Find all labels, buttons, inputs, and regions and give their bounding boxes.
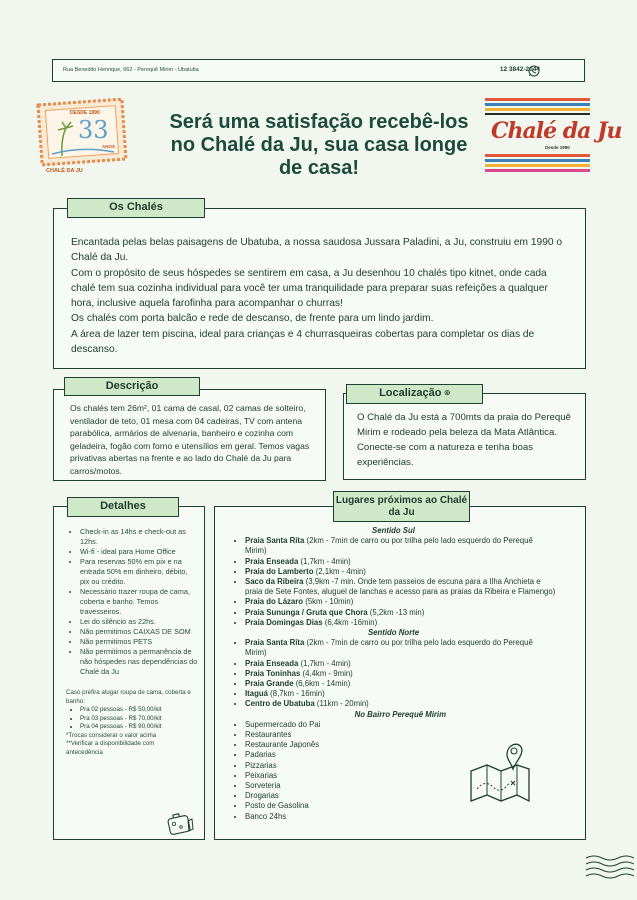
descricao-text: Os chalés tem 26m², 01 cama de casal, 02 camas de solteiro, ventilador de teto, 01 mesa com 04 cadeiras, TV com antena parabólica, armários de alvenaria, banheiro e cozinha com geladeira, fogão com forno e utensílios em geral. Temos vagas privativas abertas na frente e ao lado do Chalé da Ju para carros/motos. <box>70 403 310 476</box>
localizacao-section <box>343 393 586 480</box>
list-item <box>245 597 556 607</box>
list-item: • Não permitimos PETS <box>80 637 198 647</box>
sul-list <box>231 536 556 628</box>
list-item <box>245 638 556 658</box>
address-text: Rua Benedito Henrique, 662 - Perequê Mirim - Ubatuba <box>63 67 199 73</box>
brand-logo <box>485 98 622 176</box>
list-item <box>245 608 556 618</box>
list-item: • Restaurantes <box>245 730 556 740</box>
place-desc: (6,4km -16min) <box>322 617 378 627</box>
place-desc: (4,4km - 9min) <box>300 668 353 678</box>
place-name: Praia do Lázaro <box>245 597 304 607</box>
localizacao-title-text: Localização <box>379 387 442 399</box>
stamp-logo <box>34 98 134 178</box>
list-item: • Sorveteria <box>245 781 556 791</box>
place-desc: (3,9km -7 min. Onde tem passeios de escuna para a Ilha Anchieta e praia de Sete Fontes, aluguel de lanchas e acesso para as praias da Ribeira e Flamengo) <box>245 577 556 597</box>
list-item: • Drogarias <box>245 791 556 801</box>
place-name: Saco da Ribeira <box>245 577 304 587</box>
place-name: Praia Santa Rita <box>245 536 305 546</box>
stamp-anos: ANOS <box>102 144 116 149</box>
list-item: • Pra 03 pessoas - R$ 70,00/kit <box>80 715 198 724</box>
note-2: **Verificar a disponibilidade com antecedência <box>66 740 155 756</box>
note-1: *Trocas considerar o valor acima <box>66 731 157 739</box>
list-item <box>245 689 556 699</box>
rental-intro: Caso prefira alugar roupa de cama, coberta e banho: <box>66 689 191 705</box>
map-icon <box>467 729 535 805</box>
descricao-title: Descrição <box>64 377 200 396</box>
list-item <box>245 536 556 556</box>
list-item: • Lei do silêncio as 22hs. <box>80 617 198 627</box>
whatsapp-icon[interactable] <box>528 65 540 77</box>
detalhes-content <box>66 527 198 757</box>
chales-section <box>53 208 586 369</box>
lugares-section <box>214 506 586 840</box>
list-item <box>245 567 556 577</box>
list-item: • Não permitimos a permanência de não hóspedes nas dependências do Chalé da Ju <box>80 647 198 677</box>
place-desc: (2km - 7min de carro ou por trilha pelo lado esquerdo do Perequê Mirim) <box>245 536 533 556</box>
list-item: • Pizzarias <box>245 761 556 771</box>
place-desc: (2,1km - 4min) <box>313 566 366 576</box>
stamp-number: 33 <box>78 116 109 144</box>
list-item <box>245 659 556 669</box>
place-name: Praia Enseada <box>245 658 299 668</box>
list-item <box>245 557 556 567</box>
lugares-title: Lugares próximos ao Chalé da Ju <box>333 491 470 522</box>
page-headline: Será uma satisfação recebê-los no Chalé da Ju, sua casa longe de casa! <box>169 111 469 179</box>
luggage-icon <box>166 809 196 837</box>
place-name: Praia Enseada <box>245 556 299 566</box>
chales-p2: Com o propósito de seus hóspedes se sentirem em casa, a Ju desenhou 10 chalés tipo kitnet, onde cada chalé tem sua cozinha individual para você ter uma tranquilidade para preparar suas refeições a qualquer hora, inclusive aquela farofinha para acompanhar o churras! <box>71 267 548 310</box>
list-item: • Peixarias <box>245 771 556 781</box>
rental-list <box>66 706 198 732</box>
list-item: • Restaurante Japonês <box>245 740 556 750</box>
brand-name: Chalé da Ju <box>491 118 622 144</box>
list-item <box>245 699 556 709</box>
place-desc: (1,7km - 4min) <box>298 556 351 566</box>
map-pin-icon: ⌾ <box>444 388 450 398</box>
place-desc: (11km - 20min) <box>314 699 369 709</box>
chales-p3: Os chalés com porta balcão e rede de descanso, de frente para um lindo jardim. <box>71 313 434 325</box>
list-item: • Padarias <box>245 750 556 760</box>
phone-number[interactable]: 12 3842-2044 <box>499 66 540 73</box>
brand-since: Desde 1990 <box>545 145 570 150</box>
localizacao-title <box>346 384 483 404</box>
place-desc: (2km - 7min de carro ou por trilha pelo lado esquerdo do Perequê Mirim) <box>245 638 533 658</box>
detalhes-title: Detalhes <box>67 497 179 517</box>
descricao-section <box>53 389 326 481</box>
chales-content <box>71 235 571 357</box>
localizacao-text: O Chalé da Ju está a 700mts da praia do Perequê Mirim e rodeado pela beleza da Mata Atlântica. Conecte-se com a natureza e tenha boas experiências. <box>357 412 571 468</box>
chales-p1: Encantada pelas belas paisagens de Ubatuba, a nossa saudosa Jussara Paladini, a Ju, construiu em 1990 o Chalé da Ju. <box>71 237 563 264</box>
list-item: • Posto de Gasolina <box>245 801 556 811</box>
place-desc: (5km - 10min) <box>303 597 354 607</box>
place-desc: (6,6km - 14min) <box>293 679 351 689</box>
detalhes-section <box>53 506 205 840</box>
stamp-top-text: DESDE 1990 <box>70 110 100 116</box>
detalhes-list <box>66 527 198 677</box>
list-item: • Necessário trazer roupa de cama, coberta e banho. Temos travesseiros. <box>80 587 198 617</box>
chales-p4: A área de lazer tem piscina, ideal para crianças e 4 churrasqueiras cobertas para completar os dias de descanso. <box>71 328 535 356</box>
header-bar <box>52 59 585 82</box>
list-item <box>245 618 556 628</box>
place-desc: (8,7km - 16min) <box>267 689 325 699</box>
place-name: Praia Toninhas <box>245 668 301 678</box>
decorative-waves <box>584 854 634 882</box>
place-name: Praia Domingas Dias <box>245 617 323 627</box>
place-name: Praia Santa Rita <box>245 638 305 648</box>
list-item <box>245 679 556 689</box>
bairro-heading: No Bairro Perequê Mirim <box>354 709 446 719</box>
sentido-sul-heading: Sentido Sul <box>372 526 415 535</box>
list-item: • Para reservas 50% em pix e na entrada 50% em dinheiro, débito, pix ou crédito. <box>80 557 198 587</box>
place-name: Praia Grande <box>245 679 294 689</box>
place-desc: (1,7km - 4min) <box>298 658 351 668</box>
list-item <box>245 669 556 679</box>
place-name: Centro de Ubatuba <box>245 699 315 709</box>
norte-list <box>231 638 556 709</box>
list-item: • Banco 24hs <box>245 812 556 822</box>
list-item <box>245 577 556 597</box>
place-name: Praia do Lamberto <box>245 566 314 576</box>
place-desc: (5,2km -13 min) <box>367 607 425 617</box>
stamp-caption: CHALÉ DA JU <box>46 168 83 174</box>
list-item: • Supermercado do Pai <box>245 720 556 730</box>
list-item: • Pra 04 pessoas - R$ 90,00/kit <box>80 723 198 732</box>
place-name: Praia Sununga / Gruta que Chora <box>245 607 368 617</box>
chales-title: Os Chalés <box>67 198 205 218</box>
list-item: • Check-in as 14hs e check-out as 12hs. <box>80 527 198 547</box>
sentido-norte-heading: Sentido Norte <box>367 628 420 638</box>
list-item: • Não permitimos CAIXAS DE SOM <box>80 627 198 637</box>
list-item: • Wi-fi - ideal para Home Office <box>80 547 198 557</box>
place-name: Itaguá <box>245 689 268 699</box>
list-item: • Pra 02 pessoas - R$ 50,00/kit <box>80 706 198 715</box>
